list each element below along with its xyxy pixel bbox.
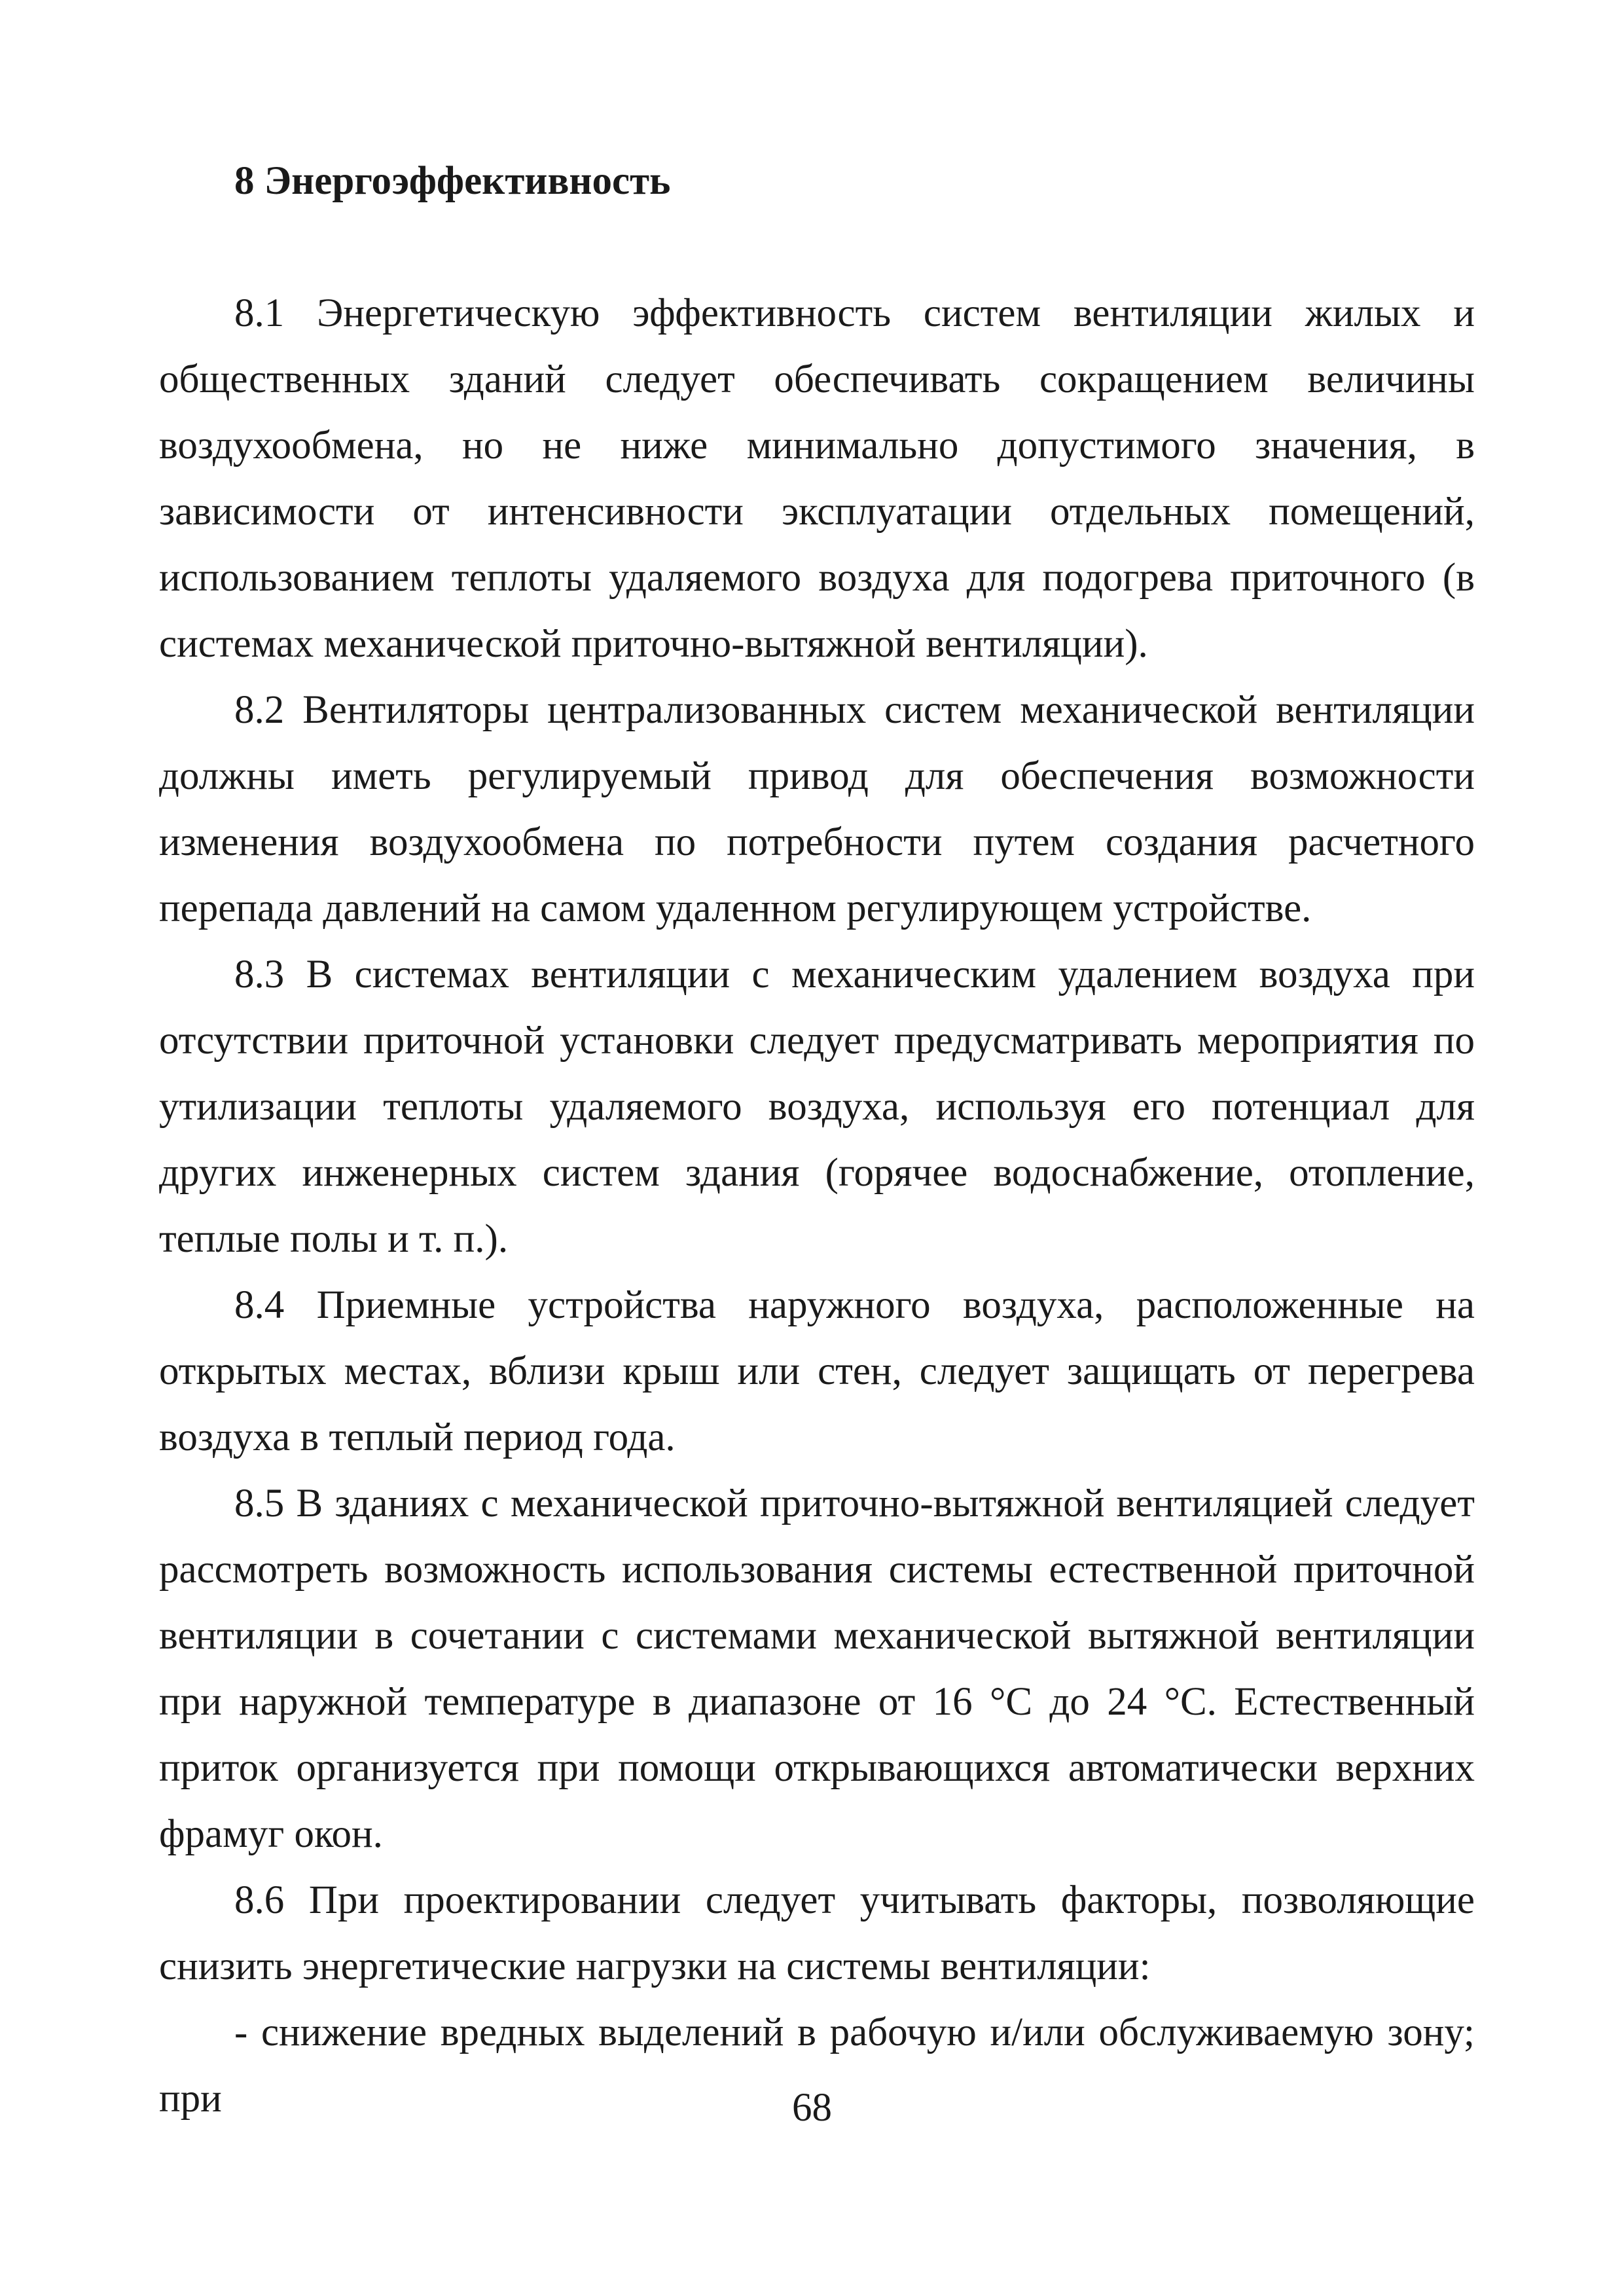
paragraph-8-2: 8.2 Вентиляторы централизованных систем механической вентиляции должны иметь регулируемый привод для обеспечения возможности изменения воздухообмена по потребности путем создания расчетного перепада давлений на самом удаленном регулирующем устройстве. xyxy=(159,688,1475,930)
paragraph-8-4: 8.4 Приемные устройства наружного воздуха, расположенные на открытых местах, вблизи крыш или стен, следует защищать от перегрева воздуха в теплый период года. xyxy=(159,1283,1475,1459)
paragraph-8-6: 8.6 При проектировании следует учитывать факторы, позволяющие снизить энергетические нагрузки на системы вентиляции: xyxy=(159,1878,1475,1988)
page-number: 68 xyxy=(792,2086,832,2130)
paragraph-8-1: 8.1 Энергетическую эффективность систем вентиляции жилых и общественных зданий следует обеспечивать сокращением величины воздухообмена, но не ниже минимально допустимого значения, в зависимости от интенсивности эксплуатации отдельных помещений, использованием теплоты удаляемого воздуха для подогрева приточного (в системах механической приточно-вытяжной вентиляции). xyxy=(159,291,1475,666)
paragraph-8-3: 8.3 В системах вентиляции с механическим удалением воздуха при отсутствии приточной установки следует предусматривать мероприятия по утилизации теплоты удаляемого воздуха, используя его потенциал для других инженерных систем здания (горячее водоснабжение, отопление, теплые полы и т. п.). xyxy=(159,953,1475,1261)
heading-spacer xyxy=(159,214,1475,280)
list-item-dash: - снижение вредных выделений в рабочую и/или обслуживаемую зону; при xyxy=(159,2011,1475,2121)
paragraph-8-5: 8.5 В зданиях с механической приточно-вытяжной вентиляцией следует рассмотреть возможность использования системы естественной приточной вентиляции в сочетании с системами механической вытяжной вентиляции при наружной температуре в диапазоне от 16 °С до 24 °С. Естественный приток организуется при помощи открывающихся автоматически верхних фрамуг окон. xyxy=(159,1482,1475,1856)
section-heading: 8 Энергоэффективность xyxy=(234,159,671,203)
text-block xyxy=(159,148,1475,2132)
